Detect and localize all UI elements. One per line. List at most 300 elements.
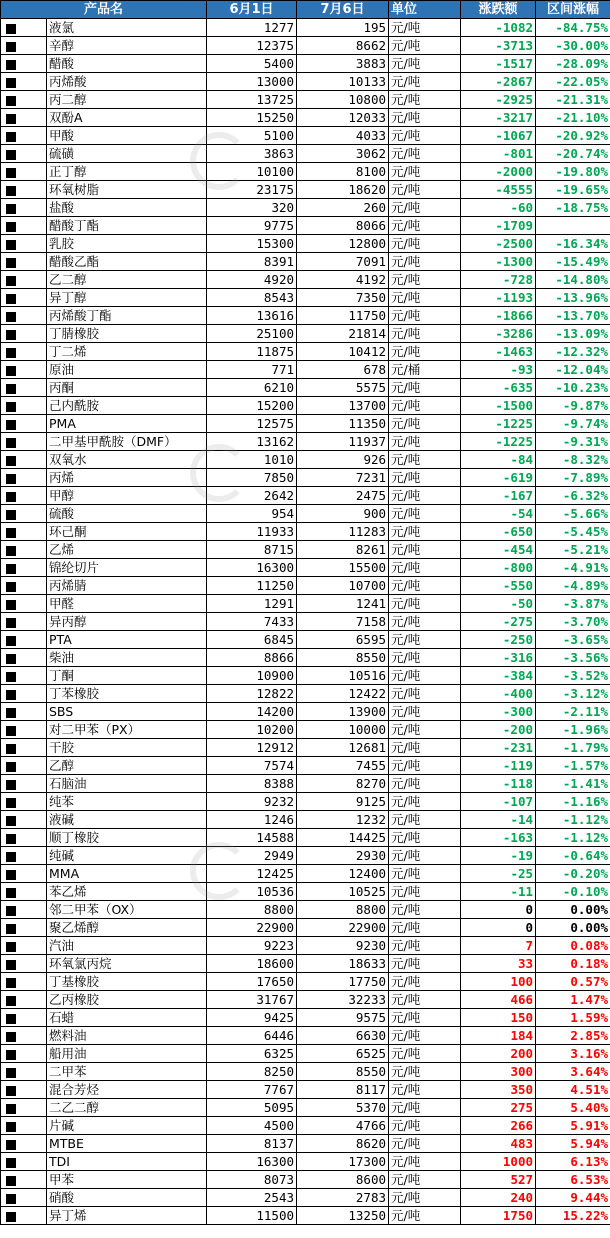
change-amount: -728 [461,271,536,289]
price-june-1: 7574 [207,757,297,775]
row-bullet-icon [1,955,47,973]
price-june-1: 3863 [207,145,297,163]
change-percent: 0.18% [536,955,610,973]
price-july-6: 6525 [297,1045,389,1063]
change-percent: -3.52% [536,667,610,685]
product-name: 甲醛 [47,595,207,613]
price-july-6: 1232 [297,811,389,829]
table-row [1,775,610,793]
row-bullet-icon [1,991,47,1009]
change-percent: -15.49% [536,253,610,271]
table-row [1,919,610,937]
row-bullet-icon [1,883,47,901]
table-body [1,19,610,1225]
unit-label: 元/吨 [389,955,461,973]
square-bullet-icon [6,330,16,340]
change-amount: -801 [461,145,536,163]
price-june-1: 6446 [207,1027,297,1045]
product-name: 环氧树脂 [47,181,207,199]
change-amount: -84 [461,451,536,469]
price-july-6: 5575 [297,379,389,397]
table-row [1,523,610,541]
change-amount: -54 [461,505,536,523]
change-amount: -300 [461,703,536,721]
product-name: 乙烯 [47,541,207,559]
product-name: 二乙二醇 [47,1099,207,1117]
unit-label: 元/吨 [389,757,461,775]
table-row [1,883,610,901]
price-june-1: 8250 [207,1063,297,1081]
change-amount: -2000 [461,163,536,181]
table-row [1,793,610,811]
change-percent: 5.94% [536,1135,610,1153]
row-bullet-icon [1,631,47,649]
square-bullet-icon [6,852,16,862]
square-bullet-icon [6,546,16,556]
price-july-6: 22900 [297,919,389,937]
price-july-6: 8270 [297,775,389,793]
row-bullet-icon [1,973,47,991]
price-june-1: 8073 [207,1171,297,1189]
change-amount: 300 [461,1063,536,1081]
price-june-1: 1246 [207,811,297,829]
product-name: 硝酸 [47,1189,207,1207]
price-july-6: 195 [297,19,389,37]
change-percent: -14.80% [536,271,610,289]
change-percent: 15.22% [536,1207,610,1225]
row-bullet-icon [1,793,47,811]
change-percent: -5.45% [536,523,610,541]
row-bullet-icon [1,685,47,703]
table-row [1,811,610,829]
change-amount: -50 [461,595,536,613]
change-amount: -231 [461,739,536,757]
change-percent: 1.59% [536,1009,610,1027]
price-june-1: 1277 [207,19,297,37]
product-name: 丁基橡胶 [47,973,207,991]
price-july-6: 12681 [297,739,389,757]
product-name: 醋酸 [47,55,207,73]
change-amount: 200 [461,1045,536,1063]
product-name: 丙烯酸 [47,73,207,91]
row-bullet-icon [1,37,47,55]
table-row [1,847,610,865]
price-july-6: 7091 [297,253,389,271]
price-july-6: 3883 [297,55,389,73]
change-percent: -2.11% [536,703,610,721]
change-percent: -13.70% [536,307,610,325]
row-bullet-icon [1,1117,47,1135]
unit-label: 元/吨 [389,415,461,433]
price-july-6: 12422 [297,685,389,703]
table-row [1,577,610,595]
table-row [1,289,610,307]
change-amount: -60 [461,199,536,217]
unit-label: 元/吨 [389,1135,461,1153]
change-percent: 0.57% [536,973,610,991]
change-amount: -19 [461,847,536,865]
change-amount: -14 [461,811,536,829]
price-june-1: 16300 [207,1153,297,1171]
product-name: 纯碱 [47,847,207,865]
price-july-6: 2783 [297,1189,389,1207]
row-bullet-icon [1,145,47,163]
row-bullet-icon [1,1027,47,1045]
product-name: 环己酮 [47,523,207,541]
square-bullet-icon [6,906,16,916]
table-row [1,271,610,289]
unit-label: 元/吨 [389,595,461,613]
price-june-1: 4920 [207,271,297,289]
product-name: PMA [47,415,207,433]
change-percent: -8.32% [536,451,610,469]
table-row [1,1207,610,1225]
table-row [1,649,610,667]
row-bullet-icon [1,1207,47,1225]
price-july-6: 13250 [297,1207,389,1225]
unit-label: 元/吨 [389,829,461,847]
change-amount: -454 [461,541,536,559]
table-row [1,1081,610,1099]
unit-label: 元/吨 [389,937,461,955]
header-row [1,1,610,19]
price-june-1: 12912 [207,739,297,757]
change-percent: -30.00% [536,37,610,55]
change-percent: -1.12% [536,829,610,847]
change-percent: -28.09% [536,55,610,73]
price-june-1: 13162 [207,433,297,451]
price-june-1: 13725 [207,91,297,109]
price-july-6: 8117 [297,1081,389,1099]
change-amount: 350 [461,1081,536,1099]
square-bullet-icon [6,96,16,106]
unit-label: 元/桶 [389,361,461,379]
row-bullet-icon [1,109,47,127]
change-percent: 1.47% [536,991,610,1009]
change-percent: 0.00% [536,919,610,937]
change-amount: -619 [461,469,536,487]
row-bullet-icon [1,505,47,523]
change-amount: -400 [461,685,536,703]
square-bullet-icon [6,1194,16,1204]
row-bullet-icon [1,289,47,307]
product-name: 石脑油 [47,775,207,793]
change-percent: -3.70% [536,613,610,631]
price-july-6: 8550 [297,649,389,667]
square-bullet-icon [6,654,16,664]
header-product-name: 产品名 [1,1,207,19]
change-percent: -1.79% [536,739,610,757]
table-row [1,1153,610,1171]
product-name: 石蜡 [47,1009,207,1027]
table-row [1,1135,610,1153]
square-bullet-icon [6,366,16,376]
change-amount: -800 [461,559,536,577]
row-bullet-icon [1,397,47,415]
table-row [1,469,610,487]
unit-label: 元/吨 [389,325,461,343]
table-row [1,721,610,739]
change-percent: 3.64% [536,1063,610,1081]
change-amount: -1500 [461,397,536,415]
square-bullet-icon [6,1086,16,1096]
price-june-1: 954 [207,505,297,523]
change-percent: -6.32% [536,487,610,505]
price-june-1: 1291 [207,595,297,613]
unit-label: 元/吨 [389,1207,461,1225]
price-july-6: 11750 [297,307,389,325]
change-amount: -4555 [461,181,536,199]
unit-label: 元/吨 [389,235,461,253]
change-amount: -635 [461,379,536,397]
price-june-1: 12575 [207,415,297,433]
table-row [1,235,610,253]
square-bullet-icon [6,996,16,1006]
price-june-1: 18600 [207,955,297,973]
table-row [1,1117,610,1135]
price-june-1: 9223 [207,937,297,955]
row-bullet-icon [1,541,47,559]
price-june-1: 12822 [207,685,297,703]
square-bullet-icon [6,600,16,610]
change-amount: -107 [461,793,536,811]
price-june-1: 9232 [207,793,297,811]
product-name: 己内酰胺 [47,397,207,415]
change-amount: 0 [461,919,536,937]
product-name: 二甲基甲酰胺（DMF） [47,433,207,451]
square-bullet-icon [6,258,16,268]
product-name: 乳胶 [47,235,207,253]
price-july-6: 8066 [297,217,389,235]
product-name: 甲醇 [47,487,207,505]
square-bullet-icon [6,1032,16,1042]
product-name: 丙烯 [47,469,207,487]
square-bullet-icon [6,276,16,286]
price-june-1: 8800 [207,901,297,919]
square-bullet-icon [6,816,16,826]
price-july-6: 10525 [297,883,389,901]
row-bullet-icon [1,523,47,541]
square-bullet-icon [6,1014,16,1024]
row-bullet-icon [1,217,47,235]
price-july-6: 2475 [297,487,389,505]
change-amount: -25 [461,865,536,883]
row-bullet-icon [1,433,47,451]
unit-label: 元/吨 [389,613,461,631]
change-amount: 527 [461,1171,536,1189]
price-july-6: 10700 [297,577,389,595]
table-row [1,37,610,55]
product-name: 丁苯橡胶 [47,685,207,703]
row-bullet-icon [1,1063,47,1081]
row-bullet-icon [1,703,47,721]
table-row [1,253,610,271]
price-june-1: 7767 [207,1081,297,1099]
change-amount: -250 [461,631,536,649]
table-row [1,559,610,577]
square-bullet-icon [6,1158,16,1168]
product-name: 硫酸 [47,505,207,523]
unit-label: 元/吨 [389,919,461,937]
product-name: 双氧水 [47,451,207,469]
row-bullet-icon [1,379,47,397]
unit-label: 元/吨 [389,1063,461,1081]
row-bullet-icon [1,559,47,577]
row-bullet-icon [1,595,47,613]
unit-label: 元/吨 [389,847,461,865]
table-row [1,343,610,361]
product-name: 聚乙烯醇 [47,919,207,937]
change-amount: -1225 [461,433,536,451]
change-percent: -5.21% [536,541,610,559]
unit-label: 元/吨 [389,199,461,217]
header-date-july-6: 7月6日 [297,1,389,19]
price-june-1: 11875 [207,343,297,361]
change-amount: -167 [461,487,536,505]
unit-label: 元/吨 [389,739,461,757]
unit-label: 元/吨 [389,127,461,145]
unit-label: 元/吨 [389,55,461,73]
square-bullet-icon [6,420,16,430]
table-row [1,145,610,163]
product-name: 醋酸乙酯 [47,253,207,271]
header-unit: 单位 [389,1,461,19]
row-bullet-icon [1,829,47,847]
row-bullet-icon [1,919,47,937]
price-june-1: 14588 [207,829,297,847]
change-amount: -118 [461,775,536,793]
row-bullet-icon [1,451,47,469]
product-name: TDI [47,1153,207,1171]
unit-label: 元/吨 [389,703,461,721]
product-name: 混合芳烃 [47,1081,207,1099]
price-june-1: 10100 [207,163,297,181]
change-percent: -22.05% [536,73,610,91]
change-percent: 5.91% [536,1117,610,1135]
row-bullet-icon [1,181,47,199]
product-name: 丙烯腈 [47,577,207,595]
table-row [1,181,610,199]
product-name: 丁酮 [47,667,207,685]
price-june-1: 8388 [207,775,297,793]
price-july-6: 260 [297,199,389,217]
square-bullet-icon [6,168,16,178]
row-bullet-icon [1,235,47,253]
table-row [1,829,610,847]
unit-label: 元/吨 [389,307,461,325]
row-bullet-icon [1,469,47,487]
change-percent: -20.74% [536,145,610,163]
change-percent: -3.87% [536,595,610,613]
square-bullet-icon [6,780,16,790]
table-row [1,631,610,649]
row-bullet-icon [1,757,47,775]
price-july-6: 12033 [297,109,389,127]
unit-label: 元/吨 [389,1189,461,1207]
row-bullet-icon [1,253,47,271]
price-july-6: 21814 [297,325,389,343]
row-bullet-icon [1,649,47,667]
product-name: 环氧氯丙烷 [47,955,207,973]
price-june-1: 8137 [207,1135,297,1153]
price-june-1: 9775 [207,217,297,235]
unit-label: 元/吨 [389,1099,461,1117]
change-amount: 100 [461,973,536,991]
unit-label: 元/吨 [389,91,461,109]
price-july-6: 11937 [297,433,389,451]
table-row [1,217,610,235]
square-bullet-icon [6,762,16,772]
unit-label: 元/吨 [389,379,461,397]
price-july-6: 18620 [297,181,389,199]
table-row [1,757,610,775]
square-bullet-icon [6,978,16,988]
change-percent: -3.12% [536,685,610,703]
price-june-1: 13616 [207,307,297,325]
price-july-6: 4766 [297,1117,389,1135]
price-june-1: 7850 [207,469,297,487]
change-percent: -21.31% [536,91,610,109]
row-bullet-icon [1,739,47,757]
unit-label: 元/吨 [389,487,461,505]
row-bullet-icon [1,1171,47,1189]
unit-label: 元/吨 [389,433,461,451]
unit-label: 元/吨 [389,145,461,163]
change-percent: 3.16% [536,1045,610,1063]
price-june-1: 10900 [207,667,297,685]
price-july-6: 10412 [297,343,389,361]
change-percent: -12.32% [536,343,610,361]
price-july-6: 10800 [297,91,389,109]
change-amount: -1300 [461,253,536,271]
change-percent: -10.23% [536,379,610,397]
price-july-6: 5370 [297,1099,389,1117]
price-june-1: 8866 [207,649,297,667]
product-name: 异丁醇 [47,289,207,307]
change-amount: -93 [461,361,536,379]
row-bullet-icon [1,1009,47,1027]
price-july-6: 12400 [297,865,389,883]
square-bullet-icon [6,456,16,466]
row-bullet-icon [1,415,47,433]
table-row [1,739,610,757]
unit-label: 元/吨 [389,19,461,37]
square-bullet-icon [6,834,16,844]
change-amount: -2500 [461,235,536,253]
product-name: 乙丙橡胶 [47,991,207,1009]
unit-label: 元/吨 [389,271,461,289]
change-percent: -0.20% [536,865,610,883]
square-bullet-icon [6,348,16,358]
change-amount: 184 [461,1027,536,1045]
unit-label: 元/吨 [389,775,461,793]
price-june-1: 2642 [207,487,297,505]
row-bullet-icon [1,91,47,109]
change-amount: 466 [461,991,536,1009]
change-amount: -3286 [461,325,536,343]
square-bullet-icon [6,24,16,34]
price-june-1: 1010 [207,451,297,469]
price-june-1: 2949 [207,847,297,865]
unit-label: 元/吨 [389,865,461,883]
change-percent: -4.91% [536,559,610,577]
square-bullet-icon [6,474,16,484]
change-amount: -1225 [461,415,536,433]
change-percent: 5.40% [536,1099,610,1117]
price-july-6: 17300 [297,1153,389,1171]
header-change-amount: 涨跌额 [461,1,536,19]
change-amount: -1463 [461,343,536,361]
